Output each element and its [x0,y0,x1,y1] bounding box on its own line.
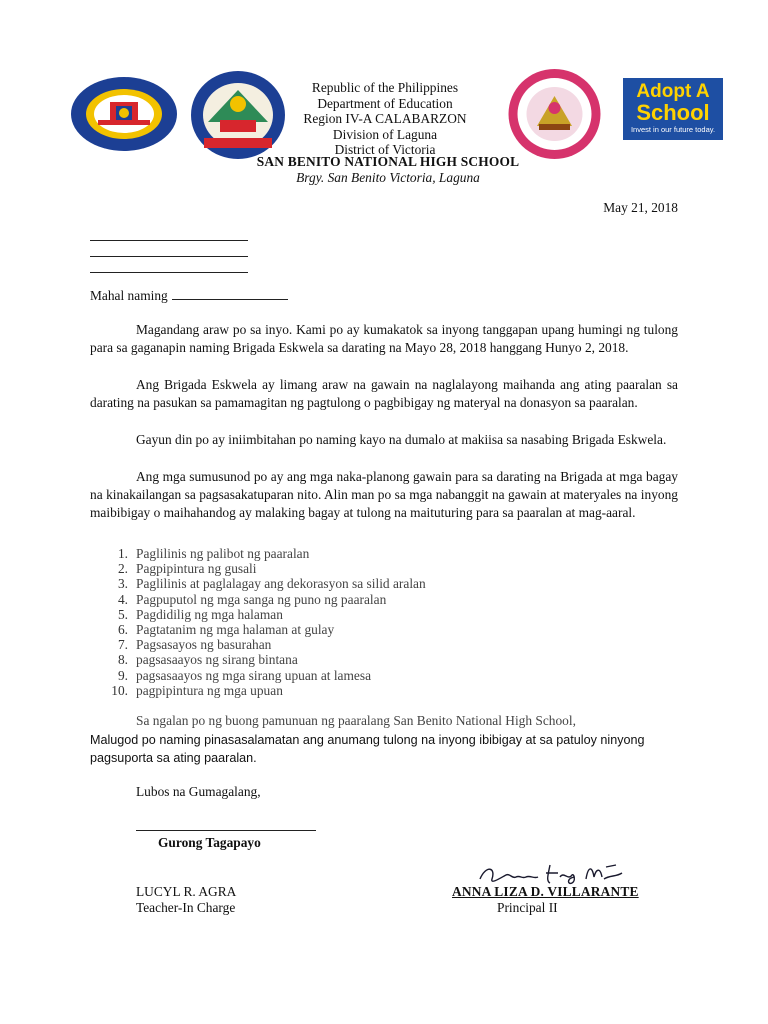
adopt-logo-line2: School [636,100,710,125]
list-item-number: 6. [117,622,128,638]
list-item-number: 8. [117,652,128,668]
list-item [90,592,426,607]
list-item [90,668,426,683]
paragraph-text: Ang Brigada Eskwela ay limang araw na gawain na naglalayong maihanda ang ating paaralan sa darating na pasukan sa pamamagitan ng pagtulong o pagbibigay ng materyal na donasyon sa paaralan. [90,377,678,411]
salutation [90,288,288,304]
list-item [90,683,426,698]
list-item [90,622,426,637]
letterhead-line: District of Victoria [334,142,436,158]
list-item [90,576,426,591]
list-item [90,546,426,561]
adopt-logo-line1: Adopt A [636,81,710,102]
paragraph-text: Ang mga sumusunod po ay ang mga naka-planong gawain para sa darating na Brigada at mga bagay na kinakailangan sa pagsasakatuparan nito. Alin man po sa mga nabanggit na gawain at materyales na inyong maibibigay o maihahandog ay malaking bagay at tulong na maituturing para sa paaralan at mag-aaral. [90,469,678,521]
list-item-text: Pagdidilig ng mga halaman [136,606,283,622]
closing-line: Sa ngalan po ng buong pamunuan ng paaralang San Benito National High School, [136,713,576,728]
list-item [90,607,426,622]
list-item [90,637,426,652]
paragraph [90,431,678,449]
list-item [90,561,426,576]
letter-date: May 21, 2018 [603,200,678,215]
paragraph-text: Gayun din po ay iniimbitahan po naming kayo na dumalo at makiisa sa nasabing Brigada Eskwela. [136,432,667,447]
paragraph-text: Magandang araw po sa inyo. Kami po ay kumakatok sa inyong tanggapan upang humingi ng tulong para sa gaganapin naming Brigada Eskwela sa darating na Mayo 28, 2018 hanggang Hunyo 2, 2018. [90,322,678,356]
list-item-text: pagpipintura ng mga upuan [136,682,283,698]
recipient-blank-line [90,240,248,241]
teacher-in-charge-name: LUCYL R. AGRA [136,884,237,899]
school-name: SAN BENITO NATIONAL HIGH SCHOOL [256,154,520,169]
recipient-blank-line [90,256,248,257]
paragraph [90,376,678,412]
recipient-blank-line [90,272,248,273]
letterhead [220,80,550,158]
salutation-text: Mahal naming [90,288,168,303]
letterhead-line: Division of Laguna [332,126,438,142]
letterhead-line: Republic of the Philippines [311,80,459,95]
adviser-signature-line [136,830,316,831]
list-item-text: Paglilinis ng palibot ng paaralan [136,546,310,561]
list-item [90,652,426,667]
list-item-number: 1. [117,546,128,561]
list-item-text: Pagpuputol ng mga sanga ng puno ng paaralan [136,591,387,607]
closing-paragraph: Malugod po naming pinasasalamatan ang anumang tulong na inyong ibibigay at sa patuloy ninyong pagsuporta sa ating paaralan. [90,733,645,766]
paragraph [90,321,678,357]
principal-title: Principal II [497,900,558,915]
salutation-blank [172,289,288,300]
list-item-text: Pagpipintura ng gusali [136,561,257,577]
list-item-text: Pagtatanim ng mga halaman at gulay [136,622,335,638]
complimentary-close: Lubos na Gumagalang, [136,784,261,799]
list-item-number: 2. [117,561,128,577]
list-item-text: Paglilinis at paglalagay ang dekorasyon sa silid aralan [136,576,426,592]
list-item-text: pagsasaayos ng sirang bintana [136,652,298,668]
list-item-number: 9. [117,667,128,683]
adopt-a-school-logo [623,78,723,140]
list-item-text: Pagsasayos ng basurahan [136,637,272,653]
deped-seal-logo [70,76,178,152]
list-item-text: pagsasaayos ng mga sirang upuan at lamesa [136,667,372,683]
adviser-label: Gurong Tagapayo [158,835,261,850]
principal-name: ANNA LIZA D. VILLARANTE [452,884,639,899]
list-item-number: 3. [117,576,128,592]
activities-list [90,546,426,698]
adopt-logo-tagline: Invest in our future today. [630,125,716,134]
teacher-in-charge-title: Teacher-In Charge [136,900,236,915]
list-item-number: 10. [111,682,128,698]
list-item-number: 5. [117,606,128,622]
school-address: Brgy. San Benito Victoria, Laguna [296,170,480,185]
letterhead-line: Department of Education [317,95,453,111]
paragraph [90,468,678,523]
list-item-number: 4. [117,591,128,607]
letterhead-line: Region IV-A CALABARZON [303,111,467,127]
list-item-number: 7. [117,637,128,653]
